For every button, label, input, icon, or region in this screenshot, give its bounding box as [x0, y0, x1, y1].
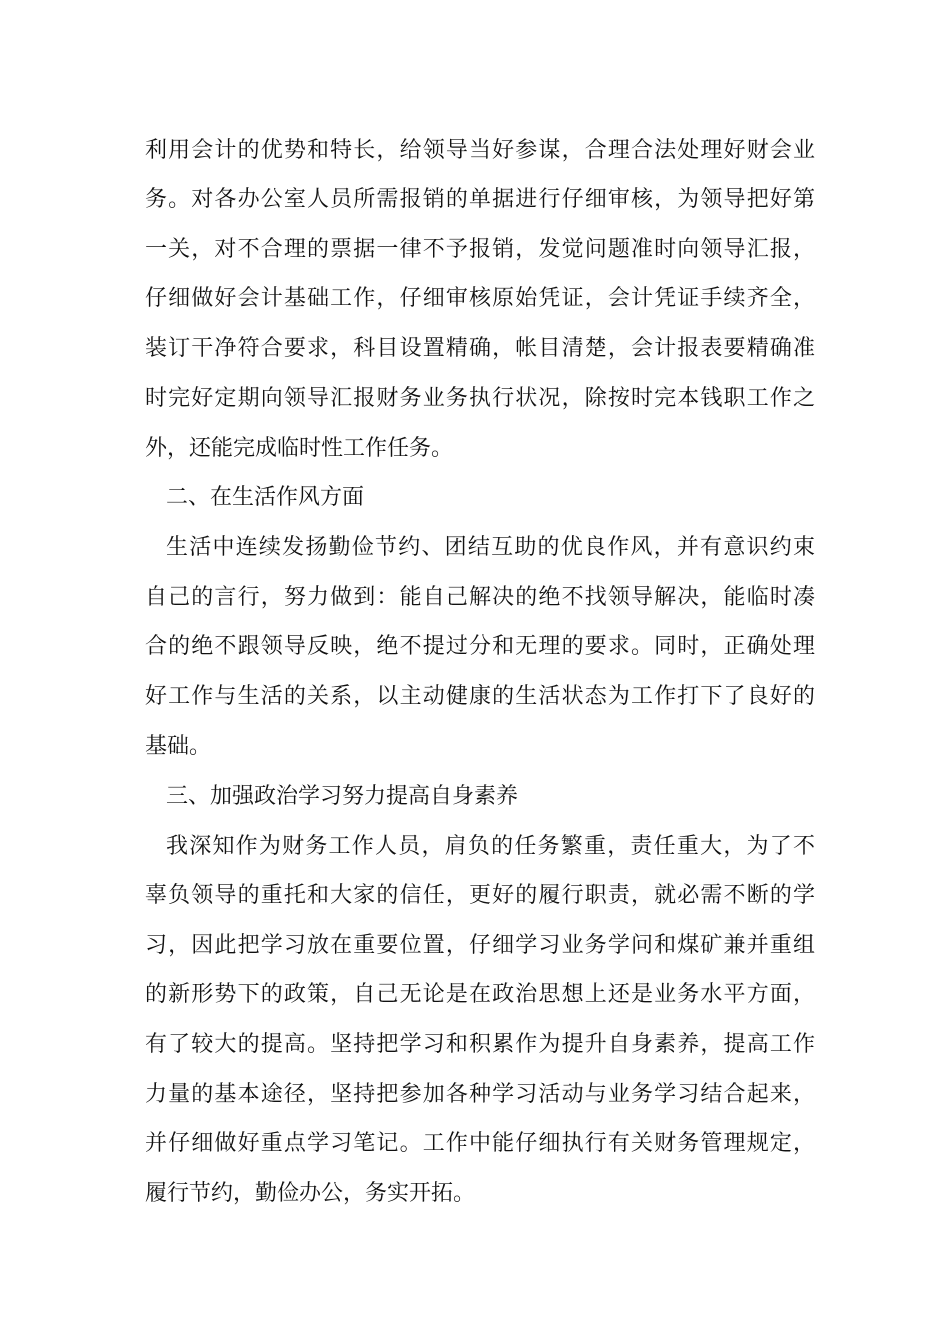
paragraph-3-line-4: 的新形势下的政策，自己无论是在政治思想上还是业务水平方面，: [145, 982, 815, 1007]
paragraph-3-line-2: 辜负领导的重托和大家的信任，更好的履行职责，就必需不断的学: [145, 883, 815, 908]
paragraph-1-line-6: 时完好定期向领导汇报财务业务执行状况，除按时完本钱职工作之: [145, 386, 815, 411]
paragraph-1-line-5: 装订干净符合要求，科目设置精确，帐目清楚，会计报表要精确准: [145, 336, 815, 361]
paragraph-2-line-4: 好工作与生活的关系，以主动健康的生活状态为工作打下了良好的: [145, 684, 815, 709]
paragraph-1-line-3: 一关，对不合理的票据一律不予报销，发觉问题准时向领导汇报，: [145, 237, 815, 262]
paragraph-3-line-1: 我深知作为财务工作人员，肩负的任务繁重，责任重大，为了不: [166, 834, 815, 859]
paragraph-3-line-7: 并仔细做好重点学习笔记。工作中能仔细执行有关财务管理规定，: [145, 1131, 815, 1156]
paragraph-1-line-4: 仔细做好会计基础工作，仔细审核原始凭证，会计凭证手续齐全，: [145, 286, 815, 311]
paragraph-1-line-7: 外，还能完成临时性工作任务。: [145, 436, 454, 461]
section-heading-2: 二、在生活作风方面: [166, 485, 365, 510]
paragraph-1-line-1: 利用会计的优势和特长，给领导当好参谋，合理合法处理好财会业: [145, 138, 815, 163]
paragraph-3-line-5: 有了较大的提高。坚持把学习和积累作为提升自身素养，提高工作: [145, 1032, 815, 1057]
paragraph-3-line-6: 力量的基本途径，坚持把参加各种学习活动与业务学习结合起来，: [145, 1082, 815, 1107]
paragraph-2-line-5: 基础。: [145, 734, 212, 759]
paragraph-2-line-2: 自己的言行，努力做到：能自己解决的绝不找领导解决，能临时凑: [145, 585, 815, 610]
paragraph-1-line-2: 务。对各办公室人员所需报销的单据进行仔细审核，为领导把好第: [145, 187, 815, 212]
paragraph-2-line-3: 合的绝不跟领导反映，绝不提过分和无理的要求。同时，正确处理: [145, 634, 815, 659]
paragraph-3-line-8: 履行节约，勤俭办公，务实开拓。: [145, 1181, 476, 1206]
paragraph-3-line-3: 习，因此把学习放在重要位置，仔细学习业务学问和煤矿兼并重组: [145, 933, 815, 958]
paragraph-2-line-1: 生活中连续发扬勤俭节约、团结互助的优良作风，并有意识约束: [166, 535, 815, 560]
section-heading-3: 三、加强政治学习努力提高自身素养: [166, 784, 519, 809]
